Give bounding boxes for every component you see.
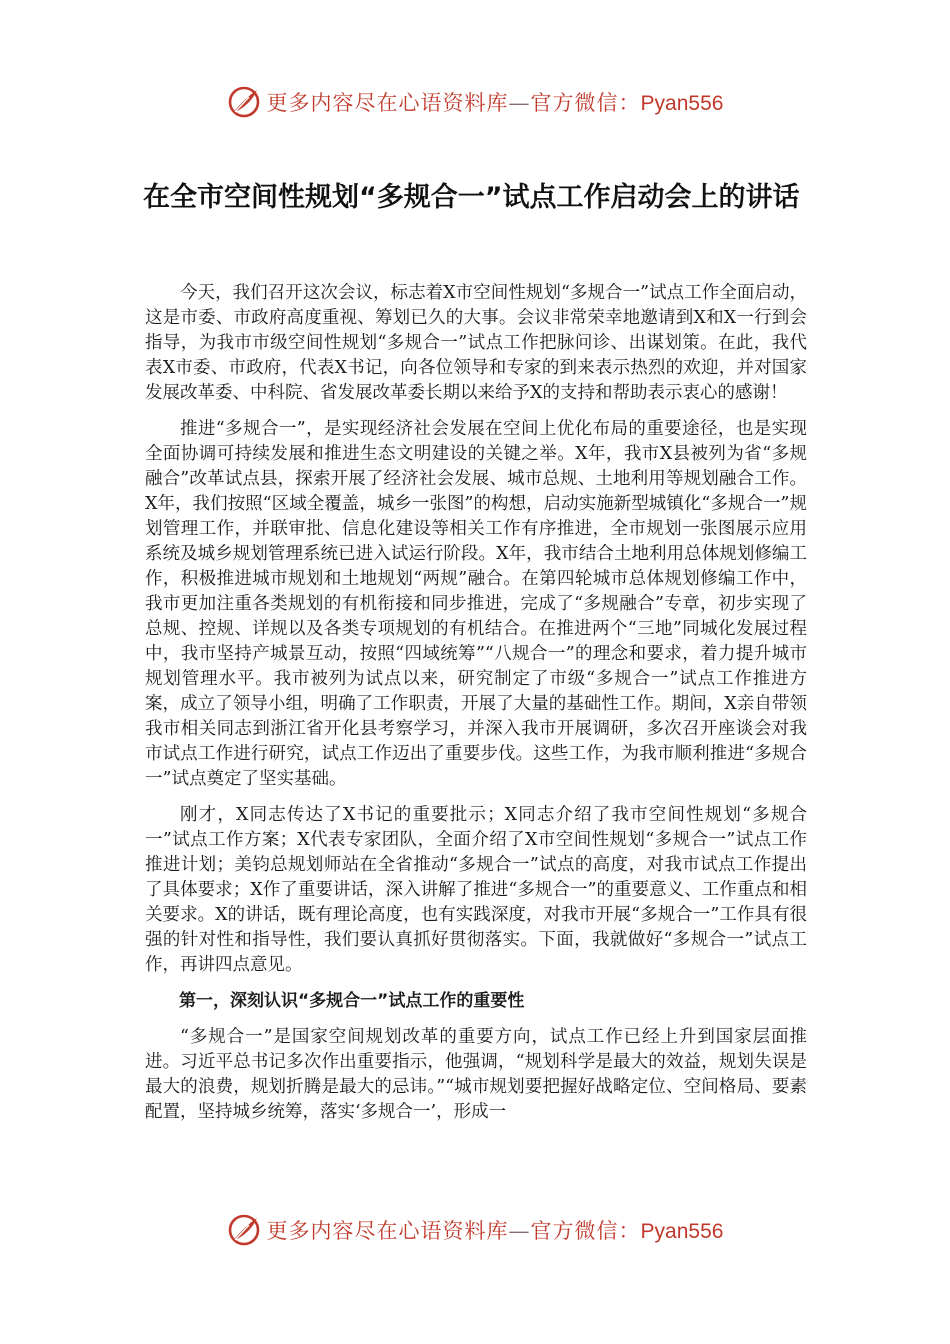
paragraph-4: “多规合一”是国家空间规划改革的重要方向，试点工作已经上升到国家层面推进。习近平总书记多次作出重要指示，他强调，“规划科学是最大的效益，规划失误是最大的浪费，规划折腾是最大的忌讳。”“城市规划要把握好战略定位、空间格局、要素配置，坚持城乡统筹，落实‘多规合一’，形成一: [145, 1027, 807, 1122]
section-heading: 第一，深刻认识“多规合一”试点工作的重要性: [179, 991, 525, 1011]
header-watermark-banner: [0, 82, 950, 122]
banner-text: 更多内容尽在心语资料库: [266, 91, 509, 115]
quill-logo-icon: [227, 85, 261, 119]
paragraph-2: 推进“多规合一”，是实现经济社会发展在空间上优化布局的重要途径，也是实现全面协调可持续发展和推进生态文明建设的关键之举。X年，我市X县被列为省“多规融合”改革试点县，探索开展了经济社会发展、城市总规、土地利用等规划融合工作。X年，我们按照“区域全覆盖，城乡一张图”的构想，启动实施新型城镇化“多规合一”规划管理工作，并联审批、信息化建设等相关工作有序推进，全市规划一张图展示应用系统及城乡规划管理系统已进入试运行阶段。X年，我市结合土地利用总体规划修编工作，积极推进城市规划和土地规划“两规”融合。在第四轮城市总体规划修编工作中，我市更加注重各类规划的有机衔接和同步推进，完成了“多规融合”专章，初步实现了总规、控规、详规以及各类专项规划的有机结合。在推进两个“三地”同城化发展过程中，我市坚持产城景互动，按照“四域统筹”“八规合一”的理念和要求，着力提升城市规划管理水平。我市被列为试点以来，研究制定了市级“多规合一”试点工作推进方案，成立了领导小组，明确了工作职责，开展了大量的基础性工作。期间，X亲自带领我市相关同志到浙江省开化县考察学习，并深入我市开展调研，多次召开座谈会对我市试点工作进行研究，试点工作迈出了重要步伐。这些工作，为我市顺利推进“多规合一”试点奠定了坚实基础。: [145, 419, 807, 789]
paragraph-3: 刚才，X同志传达了X书记的重要批示；X同志介绍了我市空间性规划“多规合一”试点工作方案；X代表专家团队，全面介绍了X市空间性规划“多规合一”试点工作推进计划；美钧总规划师站在全省推动“多规合一”试点的高度，对我市试点工作提出了具体要求；X作了重要讲话，深入讲解了推进“多规合一”的重要意义、工作重点和相关要求。X的讲话，既有理论高度，也有实践深度，对我市开展“多规合一”工作具有很强的针对性和指导性，我们要认真抓好贯彻落实。下面，我就做好“多规合一”试点工作，再讲四点意见。: [145, 805, 807, 975]
paragraph-1: 今天，我们召开这次会议，标志着X市空间性规划“多规合一”试点工作全面启动，这是市委、市政府高度重视、筹划已久的大事。会议非常荣幸地邀请到X和X一行到会指导，为我市市级空间性规划“多规合一”试点工作把脉问诊、出谋划策。在此，我代表X市委、市政府，代表X书记，向各位领导和专家的到来表示热烈的欢迎，并对国家发展改革委、中科院、省发展改革委长期以来给予X的支持和帮助表示衷心的感谢！: [145, 283, 807, 403]
banner-dash: —: [508, 1219, 531, 1243]
banner-text: 更多内容尽在心语资料库: [266, 1219, 509, 1243]
document-body: [145, 281, 807, 1136]
banner-dash: —: [508, 91, 531, 115]
footer-watermark-banner: [0, 1210, 950, 1250]
quill-logo-icon: [227, 1213, 261, 1247]
document-title: 在全市空间性规划“多规合一”试点工作启动会上的讲话: [143, 182, 800, 213]
banner-wechat-id: Pyan556: [640, 92, 724, 115]
banner-wechat-label: 官方微信：: [530, 1219, 641, 1243]
banner-wechat-label: 官方微信：: [530, 91, 641, 115]
banner-wechat-id: Pyan556: [640, 1220, 724, 1243]
